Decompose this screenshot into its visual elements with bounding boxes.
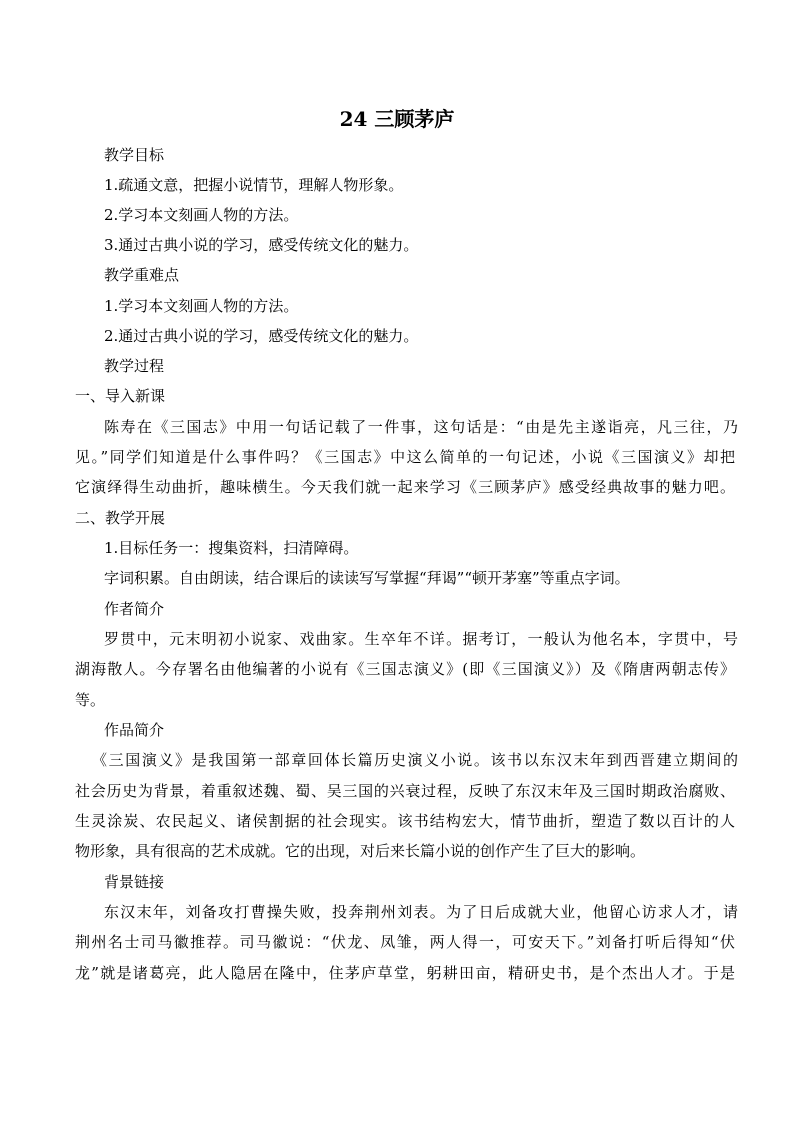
heading-teaching-goals: 教学目标 (104, 146, 165, 164)
paragraph-line: 罗贯中，元末明初小说家、戏曲家。生卒年不详。据考订，一般认为他名本，字贯中，号 (104, 630, 738, 648)
vocabulary-line: 字词积累。自由朗读，结合课后的读读写写掌握“拜谒”“顿开茅塞”等重点字词。 (104, 569, 630, 587)
paragraph-line: 湖海散人。今存署名由他编著的小说有《三国志演义》(即《三国演义》）及《隋唐两朝志传》 (75, 660, 735, 678)
key-point-1: 1.学习本文刻画人物的方法。 (104, 297, 299, 315)
paragraph-line: 它演绎得生动曲折，趣味横生。今天我们就一起来学习《三顾茅庐》感受经典故事的魅力吧。 (75, 478, 735, 496)
key-point-2: 2.通过古典小说的学习，感受传统文化的魅力。 (104, 327, 419, 345)
paragraph-line: 生灵涂炭、农民起义、诸侯割据的社会现实。该书结构宏大，情节曲折，塑造了数以百计的人 (75, 812, 735, 830)
paragraph-line: 《三国演义》是我国第一部章回体长篇历史演义小说。该书以东汉末年到西晋建立期间的 (92, 751, 738, 769)
goal-item-1: 1.疏通文意，把握小说情节，理解人物形象。 (104, 176, 404, 194)
heading-background-link: 背景链接 (104, 873, 165, 891)
paragraph-line: 物形象，具有很高的艺术成就。它的出现，对后来长篇小说的创作产生了巨大的影响。 (75, 842, 646, 860)
goal-item-3: 3.通过古典小说的学习，感受传统文化的魅力。 (104, 236, 419, 254)
paragraph-line: 东汉末年，刘备攻打曹操失败，投奔荆州刘表。为了日后成就大业，他留心访求人才，请 (104, 903, 738, 921)
lesson-title: 24 三顾茅庐 (339, 107, 455, 131)
paragraph-line: 见。”同学们知道是什么事件吗？《三国志》中这么简单的一句记述，小说《三国演义》却把 (75, 448, 735, 466)
heading-work-intro: 作品简介 (104, 721, 165, 739)
paragraph-line: 社会历史为背景，着重叙述魏、蜀、吴三国的兴衰过程，反映了东汉末年及三国时期政治腐败、 (75, 782, 735, 800)
heading-author-intro: 作者简介 (104, 600, 165, 618)
paragraph-line: 荆州名士司马徽推荐。司马徽说：“伏龙、凤雏，两人得一，可安天下。”刘备打听后得知“伏 (75, 933, 735, 951)
paragraph-line: 陈寿在《三国志》中用一句话记载了一件事，这句话是：“由是先主遂诣亮，凡三往，乃 (104, 418, 738, 436)
heading-teaching-process: 教学过程 (104, 357, 165, 375)
goal-item-2: 2.学习本文刻画人物的方法。 (104, 206, 299, 224)
paragraph-line: 等。 (75, 691, 106, 709)
paragraph-line: 龙”就是诸葛亮，此人隐居在隆中，住茅庐草堂，躬耕田亩，精研史书，是个杰出人才。于是 (75, 964, 735, 982)
section-heading-development: 二、教学开展 (75, 509, 166, 527)
heading-key-points: 教学重难点 (104, 266, 180, 284)
section-heading-intro: 一、导入新课 (75, 387, 166, 405)
task-heading-1: 1.目标任务一：搜集资料，扫清障碍。 (104, 539, 359, 557)
